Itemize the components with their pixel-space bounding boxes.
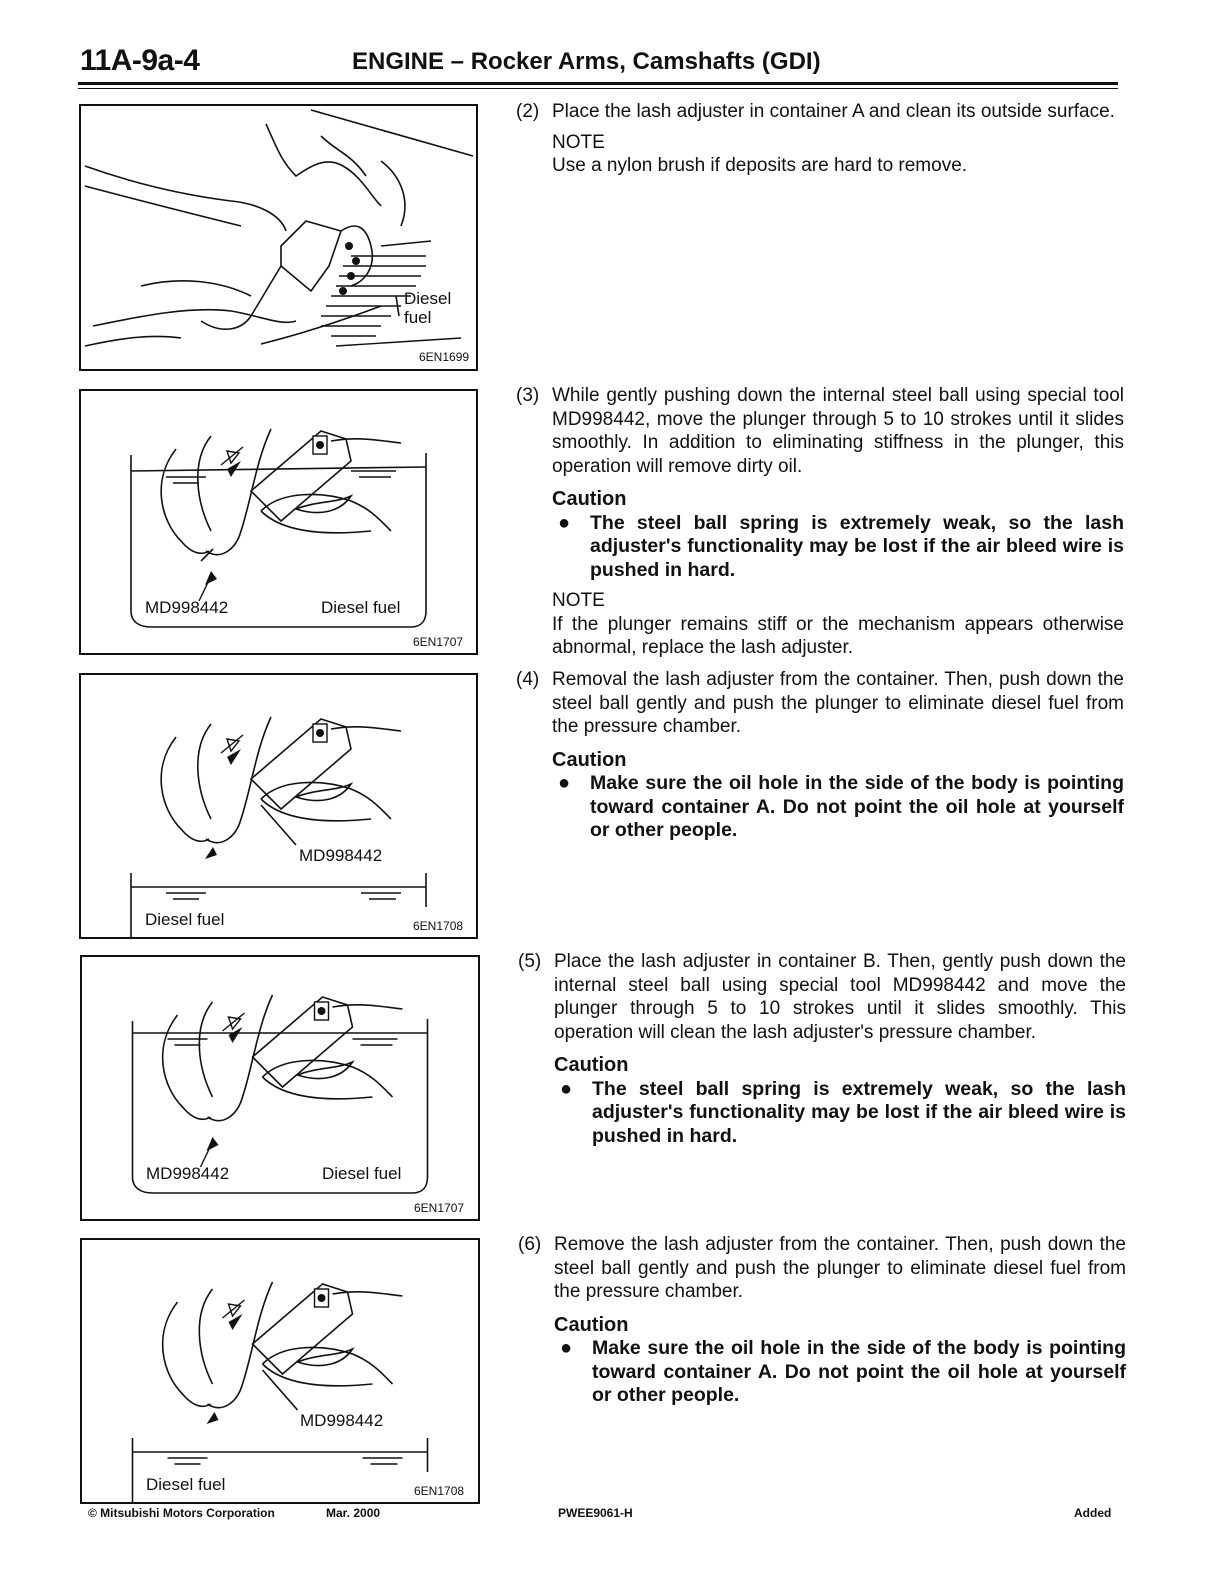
page-number: 11A-9a-4 <box>80 44 200 77</box>
step-text: Remove the lash adjuster from the container. Then, push down the steel ball gently and push the plunger to eliminate diesel fuel from the pressure chamber. <box>554 1234 1126 1302</box>
note-label: NOTE <box>552 131 605 153</box>
caution-item <box>554 1337 1126 1408</box>
header-rule <box>78 82 1118 85</box>
footer-status: Added <box>1074 1506 1112 1520</box>
step-text: Place the lash adjuster in container A and clean its outside surface. <box>552 101 1115 122</box>
figure-code: 6EN1707 <box>414 1201 465 1215</box>
figure-plunger-above-fuel <box>79 673 478 939</box>
bullet-icon: ● <box>558 511 571 534</box>
footer-date: Mar. 2000 <box>326 1506 381 1520</box>
footer-doc-code: PWEE9061-H <box>558 1506 633 1520</box>
plunger-above-fuel-illustration <box>81 675 476 937</box>
figure-plunger-above-fuel-b <box>80 1238 480 1504</box>
fuel-label: fuel <box>404 308 432 327</box>
caution-text: The steel ball spring is extremely weak, so the lash adjuster's functionality may be lost if the air bleed wire is pushed in hard. <box>590 511 1124 581</box>
plunger-in-fuel-b-illustration <box>82 957 478 1219</box>
step-number: (5) <box>518 951 542 972</box>
step-text: While gently pushing down the internal steel ball using special tool MD998442, move the plunger through 5 to 10 strokes until it slides smoothly. In addition to eliminating stiffness in the plunger, this operation will remove dirty oil. <box>552 385 1124 477</box>
header-rule-thin <box>78 88 1118 89</box>
caution-item <box>552 512 1124 583</box>
diesel-fuel-label: Diesel fuel <box>145 910 225 929</box>
diesel-fuel-label: Diesel fuel <box>322 1164 402 1183</box>
figure-plunger-in-fuel <box>79 389 478 655</box>
tool-label: MD998442 <box>145 598 229 617</box>
diesel-fuel-label: Diesel fuel <box>146 1475 226 1494</box>
caution-label: Caution <box>554 1054 629 1076</box>
step-number: (4) <box>516 669 540 690</box>
caution-text: Make sure the oil hole in the side of the body is pointing toward container A. Do not point the oil hole at yourself or other people. <box>592 1337 1126 1406</box>
figure-cleaning <box>79 104 478 371</box>
note-text: Use a nylon brush if deposits are hard to remove. <box>552 155 968 176</box>
footer-copyright: © Mitsubishi Motors Corporation <box>88 1506 275 1520</box>
step-number: (2) <box>516 101 540 122</box>
plunger-above-fuel-b-illustration <box>82 1240 478 1502</box>
plunger-in-fuel-illustration <box>81 391 476 653</box>
tool-label: MD998442 <box>300 1411 384 1430</box>
figure-code: 6EN1699 <box>419 350 470 364</box>
caution-label: Caution <box>554 1313 629 1336</box>
step-text: Removal the lash adjuster from the container. Then, push down the steel ball gently and push the plunger to eliminate diesel fuel from the pressure chamber. <box>552 669 1124 737</box>
caution-item <box>552 772 1124 843</box>
page-title: ENGINE – Rocker Arms, Camshafts (GDI) <box>352 48 821 75</box>
bullet-icon: ● <box>560 1077 573 1100</box>
bullet-icon: ● <box>560 1337 573 1359</box>
figure-code: 6EN1708 <box>414 1484 465 1498</box>
caution-label: Caution <box>552 488 627 510</box>
bullet-icon: ● <box>558 772 571 794</box>
diesel-label: Diesel <box>404 289 452 308</box>
caution-text: The steel ball spring is extremely weak, so the lash adjuster's functionality may be lost if the air bleed wire is pushed in hard. <box>592 1077 1126 1147</box>
step-text: Place the lash adjuster in container B. Then, gently push down the internal steel ball using special tool MD998442 and move the plunger through 5 to 10 strokes until it slides smoothly. This operation will clean the lash adjuster's pressure chamber. <box>554 951 1126 1043</box>
figure-plunger-in-fuel-b <box>80 955 480 1221</box>
caution-item <box>554 1078 1126 1149</box>
note-label: NOTE <box>552 590 605 611</box>
caution-text: Make sure the oil hole in the side of the body is pointing toward container A. Do not point the oil hole at yourself or other people. <box>590 772 1124 841</box>
caution-label: Caution <box>552 748 627 771</box>
step-number: (6) <box>518 1234 542 1255</box>
tool-label: MD998442 <box>299 846 383 865</box>
tool-label: MD998442 <box>146 1164 230 1183</box>
step-number: (3) <box>516 385 540 406</box>
cleaning-illustration <box>81 106 476 369</box>
figure-code: 6EN1707 <box>413 635 464 649</box>
note-text: If the plunger remains stiff or the mechanism appears otherwise abnormal, replace the lash adjuster. <box>552 613 1124 658</box>
diesel-fuel-label: Diesel fuel <box>321 598 401 617</box>
figure-code: 6EN1708 <box>413 919 464 933</box>
